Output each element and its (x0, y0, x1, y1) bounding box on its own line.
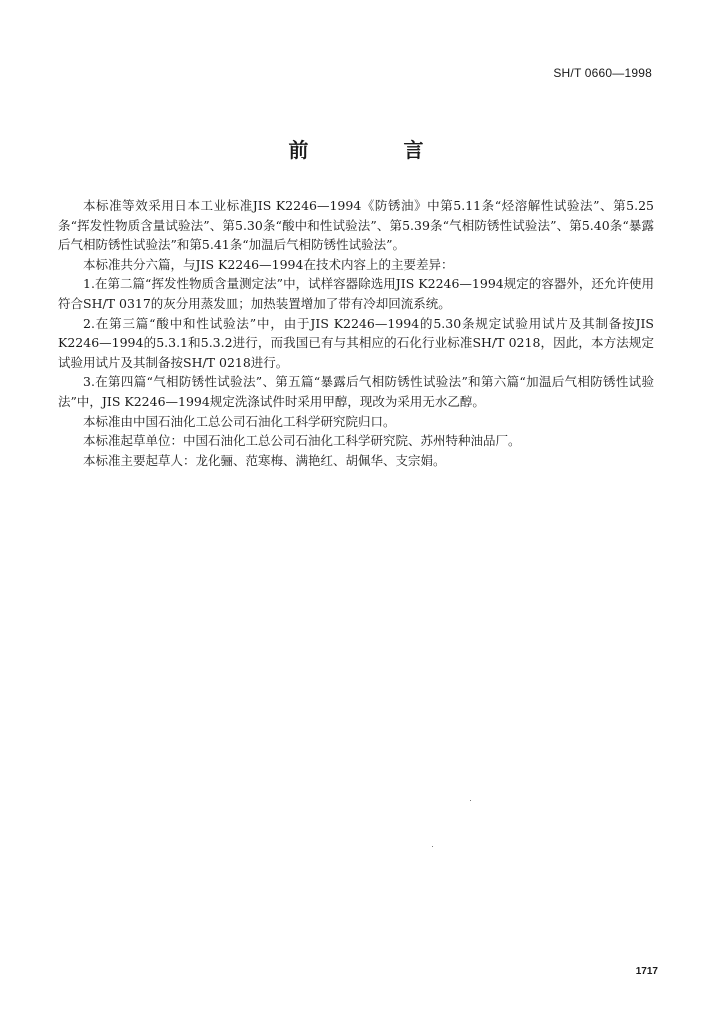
paragraph-responsible-unit: 本标准由中国石油化工总公司石油化工科学研究院归口。 (83, 413, 396, 429)
paragraph-differences-intro: 本标准共分六篇，与JIS K2246—1994在技术内容上的主要差异： (83, 256, 454, 272)
scan-speck (470, 800, 471, 801)
paragraph-drafting-units: 本标准起草单位：中国石油化工总公司石油化工科学研究院、苏州特种油品厂。 (83, 433, 521, 449)
paragraph-difference-3: 3.在第四篇“气相防锈性试验法”、第五篇“暴露后气相防锈性试验法”和第六篇“加温后气相防锈性试验法”中，JIS K2246—1994规定洗涤试件时采用甲醇，现改为采用无水乙醇。 (58, 374, 654, 409)
page-number: 1717 (635, 966, 658, 977)
paragraph-equivalence: 本标准等效采用日本工业标准JIS K2246—1994《防锈油》中第5.11条“烃溶解性试验法”、第5.25条“挥发性物质含量试验法”、第5.30条“酸中和性试验法”、第5.39条“气相防锈性试验法”、第5.40条“暴露后气相防锈性试验法”和第5.41条“加温后气相防锈性试验法”。 (58, 198, 654, 253)
foreword-body (58, 196, 654, 470)
page-title: 前 言 (288, 138, 468, 162)
scan-speck (432, 846, 433, 847)
standard-code: SH/T 0660—1998 (553, 66, 652, 80)
paragraph-drafters: 本标准主要起草人：龙化骊、范寒梅、满艳红、胡佩华、支宗娟。 (83, 452, 446, 468)
paragraph-difference-2: 2.在第三篇“酸中和性试验法”中，由于JIS K2246—1994的5.30条规定试验用试片及其制备按JIS K2246—1994的5.3.1和5.3.2进行，而我国已有与其相应的石化行业标准SH/T 0218，因此，本方法规定试验用试片及其制备按SH/T 0218进行。 (58, 315, 654, 370)
paragraph-difference-1: 1.在第二篇“挥发性物质含量测定法”中，试样容器除选用JIS K2246—1994规定的容器外，还允许使用符合SH/T 0317的灰分用蒸发皿；加热装置增加了带有冷却回流系统。 (58, 276, 654, 311)
